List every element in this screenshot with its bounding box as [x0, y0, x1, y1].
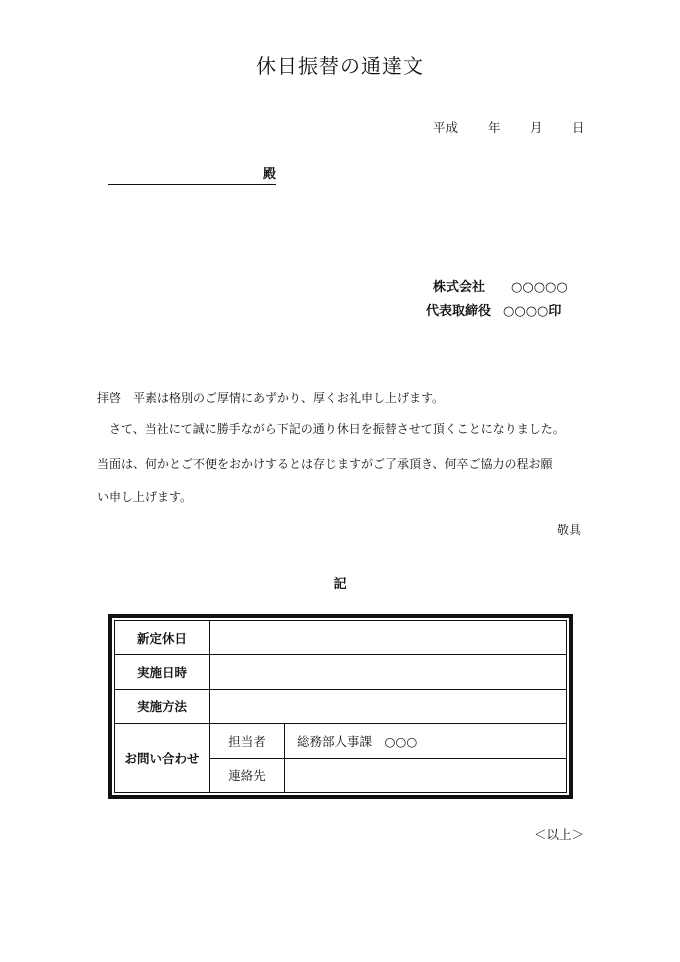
company-label: 株式会社 — [433, 280, 486, 295]
sender-representative — [426, 300, 561, 319]
effective-date-value — [210, 655, 567, 689]
date-day: 日 — [572, 120, 585, 135]
document-title: 休日振替の通達文 — [256, 54, 424, 78]
end-mark: ＜以上＞ — [534, 827, 585, 842]
rep-name: ○○○○印 — [503, 304, 562, 319]
record-heading: 記 — [333, 577, 347, 592]
new-holiday-value — [210, 621, 567, 655]
company-name: ○○○○○ — [511, 280, 568, 295]
method-value — [210, 689, 567, 723]
method-label: 実施方法 — [115, 689, 210, 723]
body-line-3: 当面は、何かとご不便をおかけするとは存じますがご了承頂き、何卒ご協力の程お願 — [97, 457, 553, 471]
contact-label: お問い合わせ — [115, 724, 210, 793]
sender-company — [433, 276, 568, 295]
date-era: 平成 — [433, 120, 459, 135]
person-label: 担当者 — [210, 724, 285, 758]
closing-keigu: 敬具 — [557, 523, 582, 537]
effective-date-label: 実施日時 — [115, 655, 210, 689]
rep-label: 代表取締役 — [426, 304, 492, 319]
body-line-4: い申し上げます。 — [97, 490, 193, 504]
table-row — [115, 724, 567, 758]
details-table-frame — [108, 614, 573, 799]
contact-number-label: 連絡先 — [210, 758, 285, 792]
date-month: 月 — [530, 120, 543, 135]
recipient-honorific: 殿 — [262, 167, 276, 182]
table-row — [115, 655, 567, 689]
body-line-1: 拝啓 平素は格別のご厚情にあずかり、厚くお礼申し上げます。 — [97, 391, 445, 405]
recipient-line — [108, 168, 276, 185]
body-line-2: さて、当社にて誠に勝手ながら下記の通り休日を振替させて頂くことになりました。 — [97, 422, 565, 436]
table-row — [115, 621, 567, 655]
person-value: 総務部人事課 ○○○ — [285, 724, 567, 758]
date-line — [433, 118, 585, 136]
contact-number-value — [285, 758, 567, 792]
table-row — [115, 689, 567, 723]
new-holiday-label: 新定休日 — [115, 621, 210, 655]
date-year: 年 — [488, 120, 501, 135]
details-table — [114, 620, 567, 793]
